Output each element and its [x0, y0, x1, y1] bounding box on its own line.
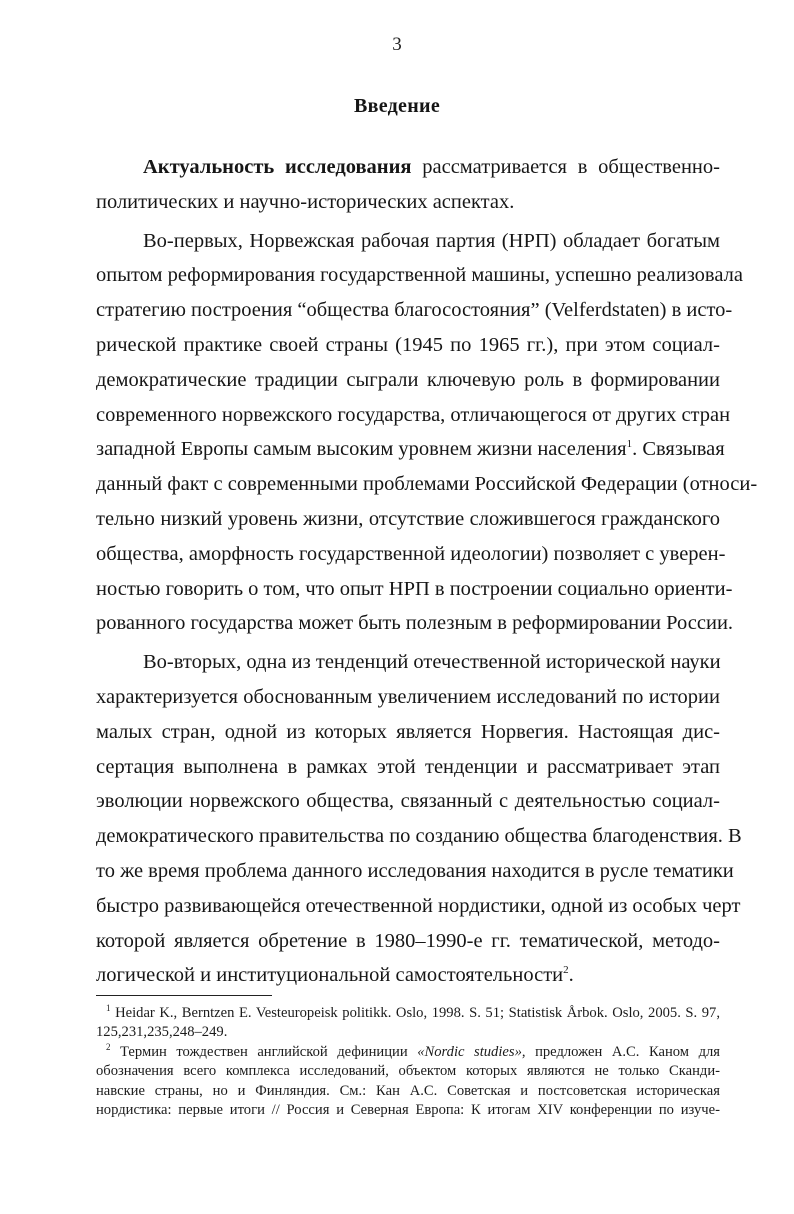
line-text: Во-вторых, одна из тенденций отечественной исторической науки: [143, 651, 721, 674]
footnote-line: [96, 1062, 720, 1081]
page-number: 3: [392, 34, 402, 55]
footnote-separator: [96, 995, 272, 996]
footnote-mark: 1: [106, 1003, 111, 1014]
footnote-text: навские страны, но и Финляндия. См.: Кан А.С. Советская и постсоветская историческая: [96, 1082, 720, 1099]
text-line: [96, 467, 758, 502]
footnote-text: обозначения всего комплекса исследований, объектом которых являются не только Сканди-: [96, 1063, 720, 1080]
text-line: [96, 185, 720, 220]
footnote-ref[interactable]: 2: [563, 964, 569, 977]
line-text: логической и институциональной самостоятельности: [96, 964, 564, 987]
line-text: быстро развивающейся отечественной нордистики, одной из особых черт: [96, 894, 741, 917]
text-line: [96, 224, 720, 259]
footnote-italic: «Nordic studies»: [417, 1043, 522, 1060]
text-line: [96, 502, 720, 537]
text-line: [96, 258, 743, 293]
line-text: . Связывая: [632, 438, 725, 461]
footnote-text: , предложен А.С. Каном для: [521, 1043, 720, 1060]
footnote-line: [96, 1082, 720, 1101]
line-text: Во-первых, Норвежская рабочая партия (НРП) обладает богатым: [143, 229, 720, 252]
line-text: то же время проблема данного исследования находится в русле тематики: [96, 859, 734, 882]
text-line: [96, 889, 741, 924]
bold-phrase: Актуальность исследования: [143, 156, 412, 178]
line-text: опытом реформирования государственной машины, успешно реализовала: [96, 264, 743, 287]
footnote-text: нордистика: первые итоги // Россия и Северная Европа: К итогам XIV конференции по изуче-: [96, 1101, 720, 1118]
footnote-mark: 2: [106, 1041, 111, 1052]
line-text: .: [568, 964, 574, 987]
text-line: [96, 645, 720, 680]
line-text: характеризуется обоснованным увеличением исследований по истории: [96, 685, 720, 708]
text-line: [96, 750, 720, 785]
line-text: стратегию построения “общества благосостояния” (Velferdstaten) в исто-: [96, 299, 733, 322]
line-text: сертация выполнена в рамках этой тенденции и рассматривает этап: [96, 755, 720, 778]
text-line: [96, 150, 720, 185]
line-text: которой является обретение в 1980–1990-е гг. тематической, методо-: [96, 929, 720, 952]
section-heading: Введение: [353, 95, 441, 117]
line-text: рованного государства может быть полезным в реформировании России.: [96, 612, 734, 635]
footnote-text: Термин тождествен английской дефиниции: [120, 1043, 418, 1060]
text-line: [96, 819, 742, 854]
line-text: данный факт с современными проблемами Российской Федерации (относи-: [96, 473, 758, 496]
text-line: [96, 606, 734, 641]
line-text: рической практике своей страны (1945 по 1965 гг.), при этом социал-: [96, 333, 720, 356]
text-line: [96, 363, 720, 398]
text-line: [96, 958, 720, 993]
text-line: [96, 784, 720, 819]
main-text: [96, 150, 758, 993]
line-text: общества, аморфность государственной идеологии) позволяет с уверен-: [96, 542, 726, 565]
line-text: рассматривается в общественно-: [411, 156, 720, 178]
line-text: демократические традиции сыграли ключевую роль в формировании: [96, 368, 720, 391]
footnote-text: 125,231,235,248–249.: [96, 1024, 228, 1041]
text-line: [96, 537, 726, 572]
text-line: [96, 715, 720, 750]
line-text: эволюции норвежского общества, связанный с деятельностью социал-: [96, 790, 720, 813]
footnote-text: Heidar K., Berntzen E. Vesteuropeisk politikk. Oslo, 1998. S. 51; Statistisk Årbok. Oslo, 2005. S. 97,: [115, 1005, 721, 1021]
text-line: [96, 328, 720, 363]
line-text: малых стран, одной из которых является Норвегия. Настоящая дис-: [96, 720, 720, 743]
text-line: [96, 854, 734, 889]
footnote-line: [96, 1101, 720, 1120]
footnote-line: [96, 1004, 720, 1023]
line-text: политических и научно-исторических аспектах.: [96, 190, 515, 213]
text-line: [96, 293, 733, 328]
footnote-line: [96, 1023, 720, 1042]
text-line: [96, 680, 720, 715]
line-text: западной Европы самым высоким уровнем жизни населения: [96, 438, 627, 461]
line-text: тельно низкий уровень жизни, отсутствие сложившегося гражданского: [96, 507, 720, 530]
text-line: [96, 572, 733, 607]
text-line: [96, 398, 731, 433]
footnotes: [96, 1004, 720, 1120]
text-line: [96, 924, 720, 959]
footnote-line: [96, 1043, 720, 1062]
line-text: современного норвежского государства, отличающегося от других стран: [96, 403, 731, 426]
line-text: ностью говорить о том, что опыт НРП в построении социально ориенти-: [96, 577, 733, 600]
text-line: [96, 432, 725, 467]
footnote-ref[interactable]: 1: [626, 438, 633, 451]
line-text: демократического правительства по созданию общества благоденствия. В: [96, 825, 742, 848]
